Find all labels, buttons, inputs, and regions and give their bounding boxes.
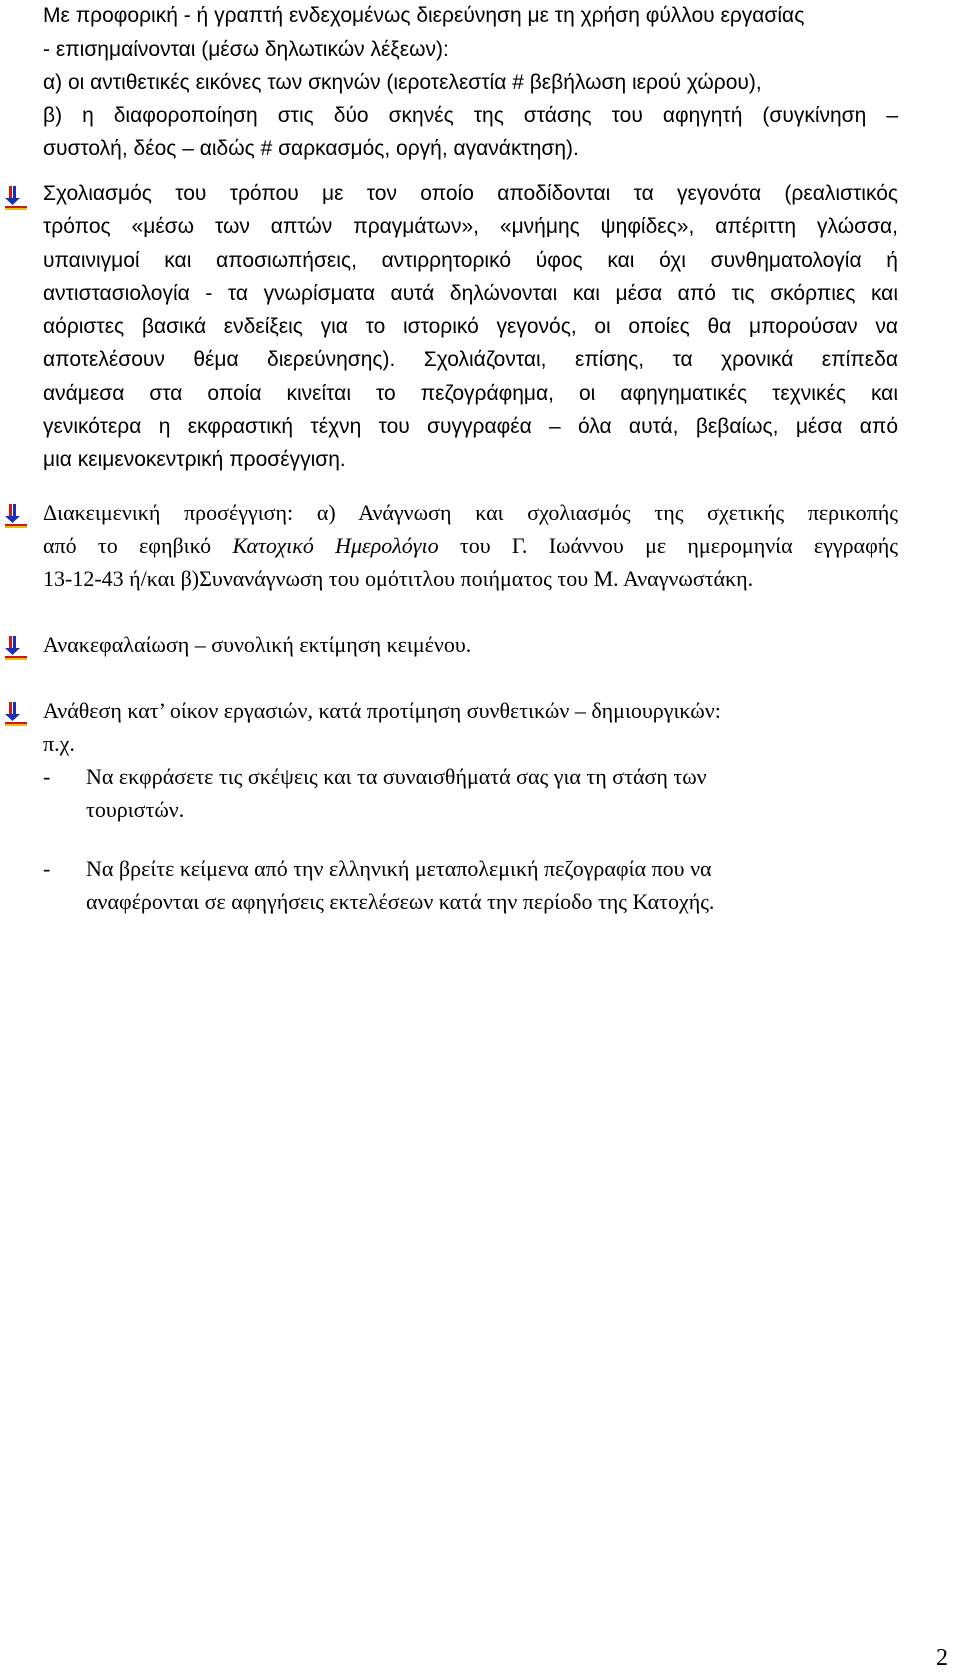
intro-line-5: συστολή, δέος – αιδώς # σαρκασμός, οργή, αγανάκτηση).	[43, 137, 579, 160]
list-dash: -	[43, 764, 51, 789]
intro-line-4: β) η διαφοροποίηση στις δύο σκηνές της στάσης του αφηγητή (συγκίνηση –	[43, 104, 898, 127]
task-2-line-2: αναφέρονται σε αφηγήσεις εκτελέσεων κατά την περίοδο της Κατοχής.	[86, 889, 715, 914]
bullet-2-line-2-pre: από το εφηβικό	[43, 533, 233, 558]
bullet-2-line-2-post: του Γ. Ιωάννου με ημερομηνία εγγραφής	[438, 533, 898, 558]
bullet-arrow-icon	[2, 702, 30, 726]
bullet-2-line-2	[43, 533, 898, 559]
book-title: Κατοχικό Ημερολόγιο	[232, 533, 439, 558]
task-2-line-1: Να βρείτε κείμενα από την ελληνική μεταπολεμική πεζογραφία που να	[86, 856, 712, 881]
bullet-1-line-6: αποτελέσουν θέμα διερεύνησης). Σχολιάζονται, επίσης, τα χρονικά επίπεδα	[43, 348, 898, 371]
bullet-1-line-1: Σχολιασμός του τρόπου με τον οποίο αποδίδονται τα γεγονότα (ρεαλιστικός	[43, 182, 898, 205]
bullet-1-line-2: τρόπος «μέσω των απτών πραγμάτων», «μνήμης ψηφίδες», απέριττη γλώσσα,	[43, 215, 898, 238]
intro-line-3: α) οι αντιθετικές εικόνες των σκηνών (ιεροτελεστία # βεβήλωση ιερού χώρου),	[43, 71, 762, 94]
bullet-arrow-icon	[2, 186, 30, 210]
bullet-1-line-9: μια κειμενοκεντρική προσέγγιση.	[43, 448, 346, 471]
bullet-arrow-icon	[2, 636, 30, 660]
intro-line-2: - επισημαίνονται (μέσω δηλωτικών λέξεων):	[43, 38, 449, 61]
bullet-1-line-5: αόριστες βασικά ενδείξεις για το ιστορικό γεγονός, οι οποίες θα μπορούσαν να	[43, 315, 898, 338]
bullet-1-line-4: αντιστασιολογία - τα γνωρίσματα αυτά δηλώνονται και μέσα από τις σκόρπιες και	[43, 282, 898, 305]
task-1-line-2: τουριστών.	[86, 797, 185, 822]
bullet-2-line-3: 13-12-43 ή/και β)Συνανάγνωση του ομότιτλου ποιήματος του Μ. Αναγνωστάκη.	[43, 566, 754, 591]
task-1-line-1: Να εκφράσετε τις σκέψεις και τα συναισθήματά σας για τη στάση των	[86, 764, 707, 789]
bullet-1-line-3: υπαινιγμοί και αποσιωπήσεις, αντιρρητορικό ύφος και όχι συνθηματολογία ή	[43, 249, 898, 272]
page-number: 2	[936, 1645, 948, 1671]
bullet-1-line-8: γενικότερα η εκφραστική τέχνη του συγγραφέα – όλα αυτά, βεβαίως, μέσα από	[43, 415, 898, 438]
bullet-2-line-1: Διακειμενική προσέγγιση: α) Ανάγνωση και σχολιασμός της σχετικής περικοπής	[43, 500, 898, 525]
bullet-4-line-2: π.χ.	[43, 731, 75, 756]
bullet-arrow-icon	[2, 504, 30, 528]
bullet-4-line-1: Ανάθεση κατ’ οίκον εργασιών, κατά προτίμηση συνθετικών – δημιουργικών:	[43, 698, 721, 723]
bullet-3-text: Ανακεφαλαίωση – συνολική εκτίμηση κειμένου.	[43, 632, 472, 657]
list-dash: -	[43, 856, 51, 881]
bullet-1-line-7: ανάμεσα στα οποία κινείται το πεζογράφημα, οι αφηγηματικές τεχνικές και	[43, 382, 898, 405]
intro-line-1: Με προφορική - ή γραπτή ενδεχομένως διερεύνηση με τη χρήση φύλλου εργασίας	[43, 4, 805, 27]
